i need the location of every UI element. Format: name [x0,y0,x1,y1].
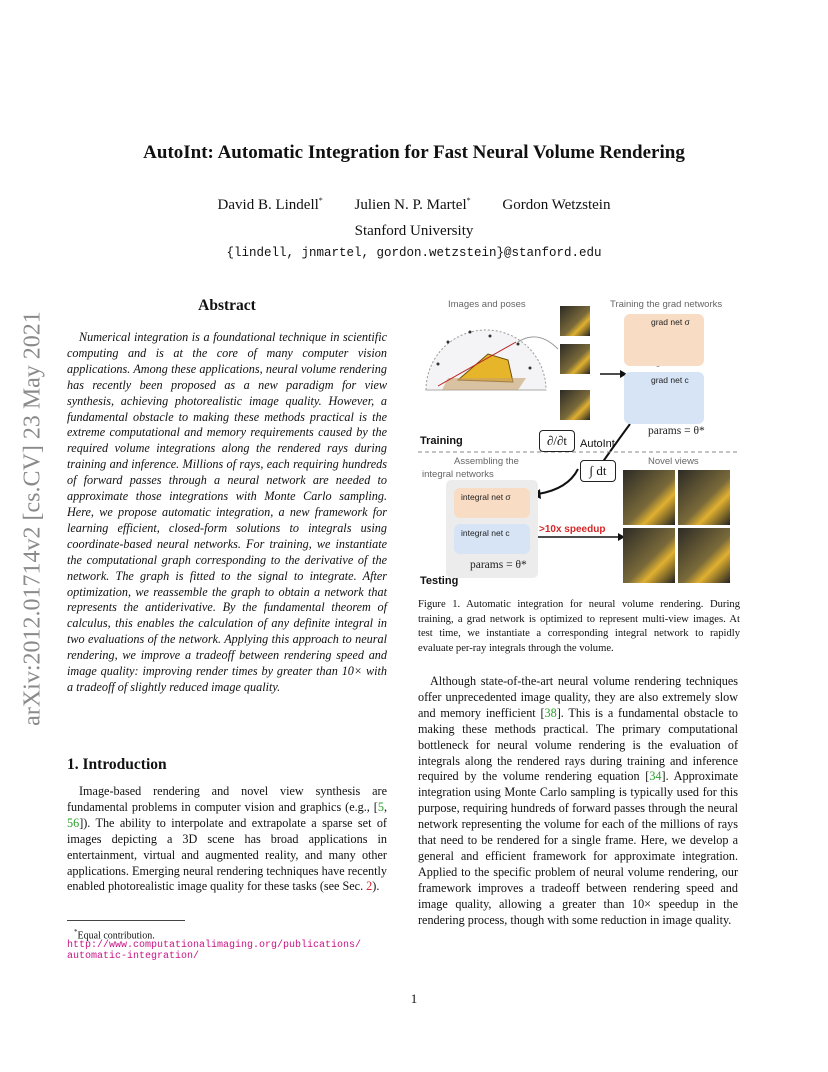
footnote: *Equal contribution. [74,928,155,942]
params-train: params = θ* [648,425,705,437]
author-emails: {lindell, jnmartel, gordon.wetzstein}@stanford.edu [226,246,602,260]
author-list [0,196,828,214]
input-image [560,390,590,420]
integral-net-sigma-label: integral net σ [461,492,511,502]
label-assembling-2: integral networks [422,469,494,480]
section-ref-link[interactable]: 2 [366,879,373,894]
camera-dot [447,341,450,344]
params-test: params = θ* [470,559,527,571]
speedup-label: >10x speedup [539,524,606,535]
label-assembling: Assembling the [454,456,519,467]
novel-view-image [678,528,730,583]
label-novel-views: Novel views [648,456,699,467]
camera-dot [437,363,440,366]
figure-caption: Figure 1. Automatic integration for neural volume rendering. During training, a grad network is optimized to represent multi-view images. At test time, we instantiate a corresponding integral network to rapidly evaluate per-ray integrals through the volume. [418,599,740,654]
derivative-operator: ∂/∂t [539,430,575,452]
input-image [560,306,590,336]
abstract-text: Numerical integration is a foundational technique in scientific computing and is at the core of many computer vision applications. Among these applications, neural volume rendering has recently been proposed as a new paradigm for view synthesis, achieving photorealistic image quality. However, a fundamental obstacle to making these methods practical is the extreme computational and memory requirements caused by the required volume integrations along the rendered rays during training and inference. Millions of rays, each requiring hundreds of forward passes through a neural network are needed to approximate those integrations with Monte Carlo sampling. Here, we propose automatic integration, a new framework for learning efficient, closed-form solutions to integrals using coordinate-based neural networks. For training, we instantiate the computational graph corresponding to the derivative of the network. The graph is fitted to the signal to integrate. After optimization, we reassemble the graph to obtain a network that represents the antiderivative. By the fundamental theorem of calculus, this enables the calculation of any definite integral in two evaluations of the network. Applying this approach to neural rendering, we improve a tradeoff between rendering speed and image quality: improving render times by greater than 10× with a tradeoff of slightly reduced image quality. [67,330,387,694]
author-1: David B. Lindell* [217,196,323,213]
arxiv-identifier: arXiv:2012.01714v2 [cs.CV] 23 May 2021 [19,311,46,726]
input-image [560,344,590,374]
grad-net-c-label: grad net c [651,375,689,385]
camera-dot [517,343,520,346]
grad-net-sigma-label: grad net σ [651,317,690,327]
integral-operator: ∫ dt [580,460,616,482]
novel-view-image [678,470,730,525]
novel-view-image [623,470,675,525]
citation-link[interactable]: 34 [649,769,662,784]
paper-title: AutoInt: Automatic Integration for Fast Neural Volume Rendering [143,142,685,163]
page-number: 1 [410,991,418,1006]
intro-paragraph-1: Image-based rendering and novel view synthesis are fundamental problems in computer vision and graphics (e.g., [5, 56]). The ability to interpolate and extrapolate a sparse set of images depicting a 3D scene has broad applications in entertainment, virtual and augmented reality, and many other applications. Emerging neural rendering techniques have recently enabled photorealistic image quality for these tasks (see Sec. 2). [67,784,387,894]
label-training-grad: Training the grad networks [610,299,723,310]
figure-1 [418,294,740,594]
author-3: Gordon Wetzstein [502,197,611,213]
arrow [538,469,578,494]
citation-link[interactable]: 5 [377,799,384,814]
author-2: Julien N. P. Martel* [354,196,471,213]
camera-dot [529,367,532,370]
training-label: Training [420,435,463,447]
autoint-label: AutoInt [580,438,615,450]
affiliation: Stanford University [354,223,474,239]
ground-shape [442,378,526,390]
intro-paragraph-2: Although state-of-the-art neural volume rendering techniques offer unprecedented image quality, they are also extremely slow and memory inefficient [38]. This is a fundamental obstacle to making these methods practical. The primary computational bottleneck for neural volume rendering is the evaluation of integrals along the rendered rays during training and inference required by the volume rendering equation [34]. Approximate integration using Monte Carlo sampling is typically used for this purpose, requiring hundreds of forward passes through the neural network representing the volume for each of the millions of rays that need to be rendered for a single frame. Here, we develop a general and efficient framework for approximate integration. Applied to the specific problem of neural volume rendering, our framework improves a tradeoff between rendering speed and image quality, allowing a greater than 10× speedup in the rendering process, though with some reduction in image quality. [418,674,738,927]
novel-view-image [623,528,675,583]
citation-link[interactable]: 56 [67,815,80,830]
citation-link[interactable]: 38 [544,705,557,720]
label-images-poses: Images and poses [448,299,526,310]
testing-label: Testing [420,575,459,587]
project-url[interactable]: http://www.computationalimaging.org/publications/ automatic-integration/ [67,940,362,962]
abstract-heading: Abstract [198,297,256,314]
footnote-rule [67,920,185,921]
camera-dot [489,335,492,338]
intro-heading: 1. Introduction [67,756,167,773]
integral-net-c-label: integral net c [461,528,510,538]
camera-dot [469,331,472,334]
